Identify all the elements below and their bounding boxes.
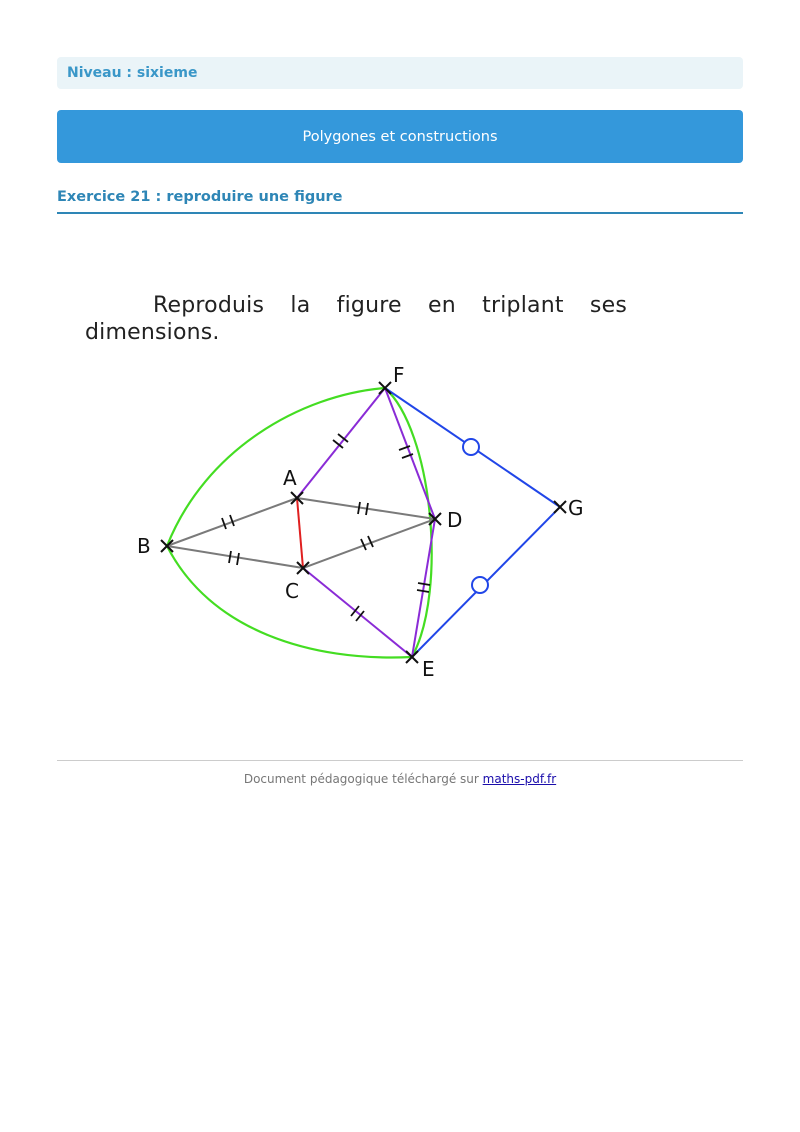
point-label-g: G xyxy=(568,496,584,520)
segment-a-c xyxy=(297,498,303,568)
point-marker-g xyxy=(554,501,566,513)
level-label: Niveau : sixieme xyxy=(67,65,198,81)
point-label-f: F xyxy=(393,363,405,387)
arc-b-f xyxy=(167,388,385,546)
footer xyxy=(57,772,743,786)
circle-mark-f-g xyxy=(463,439,479,455)
footer-link[interactable]: maths-pdf.fr xyxy=(482,772,557,786)
tick-mark-b-a xyxy=(222,515,234,529)
tick-mark-b-c xyxy=(229,551,239,565)
segment-c-d xyxy=(303,519,435,568)
segment-a-d xyxy=(297,498,435,519)
point-label-b: B xyxy=(137,534,151,558)
title-banner xyxy=(57,110,743,163)
instruction-text: Reproduis la figure en triplant ses dimensions. xyxy=(85,293,627,345)
footer-text: Document pédagogique téléchargé sur xyxy=(243,772,479,786)
segment-f-d xyxy=(385,388,435,519)
footer-divider xyxy=(57,760,743,761)
page-title: Polygones et constructions xyxy=(302,128,498,145)
segment-c-e xyxy=(303,568,412,657)
point-label-d: D xyxy=(447,508,463,532)
geometry-figure xyxy=(80,288,680,688)
point-label-a: A xyxy=(283,466,297,490)
point-label-c: C xyxy=(285,579,299,603)
point-label-e: E xyxy=(422,657,435,681)
exercise-figure xyxy=(80,288,680,688)
exercise-title: Exercice 21 : reproduire une figure xyxy=(57,189,343,205)
tick-mark-c-d xyxy=(361,536,373,550)
exercise-heading xyxy=(57,186,743,214)
segment-a-f xyxy=(297,388,385,498)
level-box xyxy=(57,57,743,89)
segment-b-c xyxy=(167,546,303,568)
circle-mark-g-e xyxy=(472,577,488,593)
